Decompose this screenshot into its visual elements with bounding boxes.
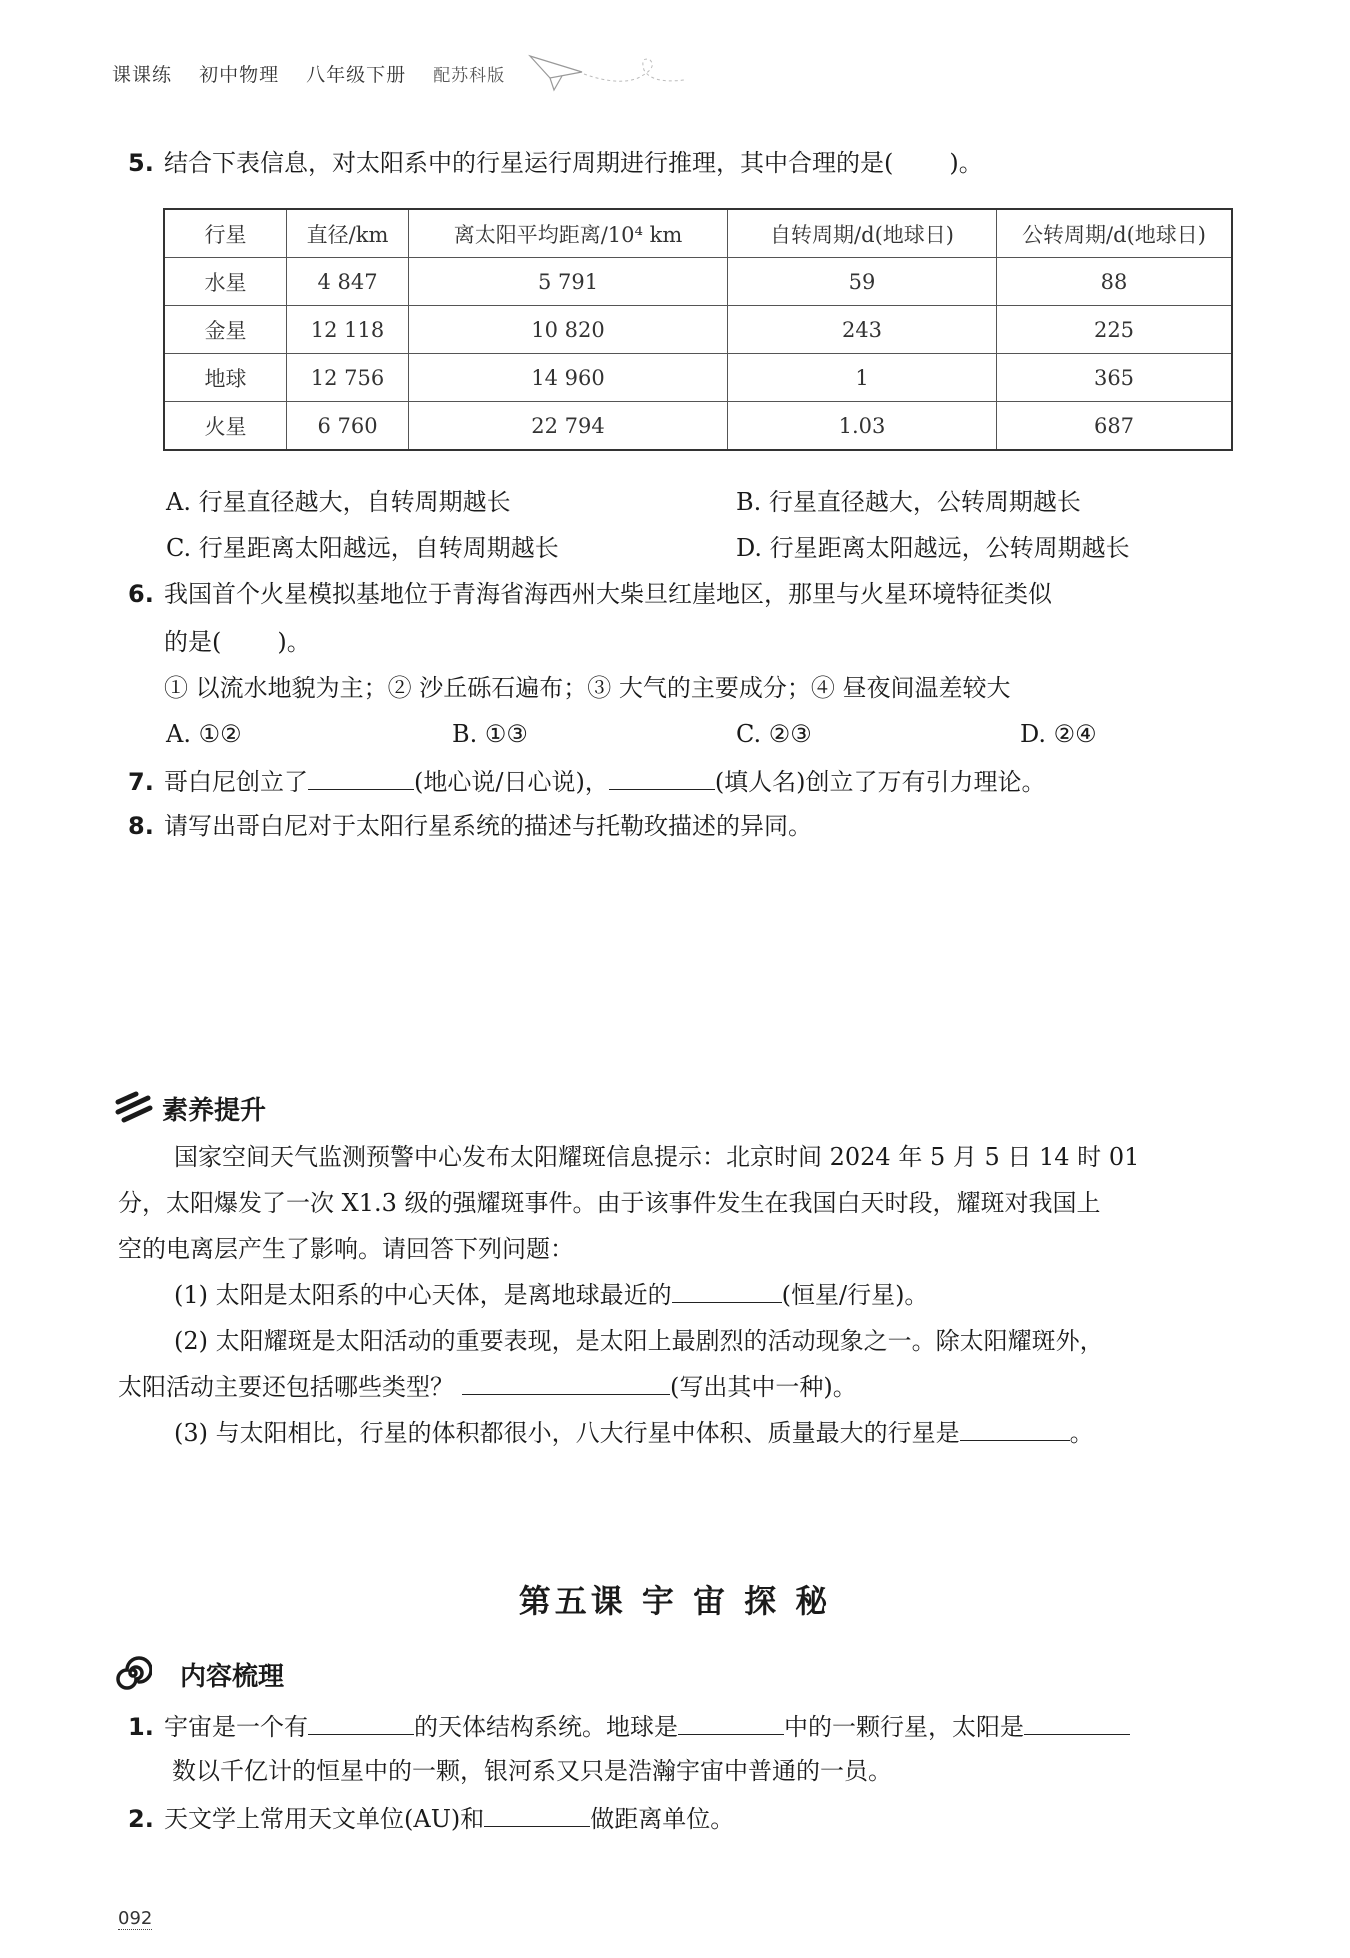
table-cell: 365	[997, 354, 1233, 402]
option-d[interactable]: D. ②④	[1020, 720, 1097, 748]
question-number: 8.	[128, 812, 154, 840]
question-text: 的是(	[164, 628, 222, 656]
table-cell: 火星	[164, 402, 287, 451]
content-item-2	[128, 1800, 734, 1836]
table-header: 离太阳平均距离/10⁴ km	[409, 209, 728, 258]
question-close: )。	[277, 628, 311, 656]
page-number: 092	[118, 1908, 153, 1929]
table-cell: 12 756	[287, 354, 409, 402]
table-cell: 12 118	[287, 306, 409, 354]
question-text: (恒星/行星)。	[781, 1281, 929, 1309]
question-text: 我国首个火星模拟基地位于青海省海西州大柴旦红崖地区，那里与火星环境特征类似	[164, 580, 1052, 608]
question-text: 做距离单位。	[590, 1805, 735, 1833]
sub-question-1	[118, 1272, 1238, 1318]
subject-name: 初中物理	[199, 64, 280, 86]
question-text: (填人名)创立了万有引力理论。	[714, 768, 1046, 796]
table-cell: 14 960	[409, 354, 728, 402]
answer-blank[interactable]	[960, 1414, 1070, 1441]
passage-line: 空的电离层产生了影响。请回答下列问题：	[118, 1235, 574, 1263]
answer-blank[interactable]	[678, 1708, 784, 1735]
double-stroke-icon	[114, 1090, 154, 1124]
table-cell: 88	[997, 258, 1233, 306]
suyang-passage	[118, 1134, 1238, 1456]
question-text: 天文学上常用天文单位(AU)和	[164, 1805, 485, 1833]
question-text: 请写出哥白尼对于太阳行星系统的描述与托勒玫描述的异同。	[164, 812, 812, 840]
grade-name: 八年级下册	[306, 64, 407, 86]
statement-list: ① 以流水地貌为主；② 沙丘砾石遍布；③ 大气的主要成分；④ 昼夜间温差较大	[164, 674, 1011, 702]
table-cell: 687	[997, 402, 1233, 451]
question-8	[128, 809, 812, 843]
table-row	[164, 306, 1232, 354]
option-a[interactable]: A. 行星直径越大，自转周期越长	[166, 488, 511, 516]
question-text: 中的一颗行星，太阳是	[784, 1713, 1024, 1741]
option-c[interactable]: C. 行星距离太阳越远，自转周期越长	[166, 534, 559, 562]
question-number: 5.	[128, 149, 154, 177]
table-cell: 4 847	[287, 258, 409, 306]
question-text: (3) 与太阳相比，行星的体积都很小，八大行星中体积、质量最大的行星是	[174, 1419, 960, 1447]
table-header-row	[164, 209, 1232, 258]
table-cell: 22 794	[409, 402, 728, 451]
section-title-neirong: 内容梳理	[180, 1662, 285, 1692]
question-6	[128, 577, 1052, 611]
question-text: (地心说/日心说)，	[414, 768, 609, 796]
spiral-icon	[114, 1654, 152, 1692]
table-cell: 6 760	[287, 402, 409, 451]
question-number: 2.	[128, 1805, 154, 1833]
series-name: 课课练	[112, 64, 173, 86]
option-d[interactable]: D. 行星距离太阳越远，公转周期越长	[736, 534, 1130, 562]
question-text: (1) 太阳是太阳系的中心天体，是离地球最近的	[174, 1281, 672, 1309]
answer-blank[interactable]	[462, 1368, 670, 1395]
table-header: 公转周期/d(地球日)	[997, 209, 1233, 258]
option-b[interactable]: B. ①③	[452, 720, 528, 748]
question-text: 结合下表信息，对太阳系中的行星运行周期进行推理，其中合理的是(	[164, 149, 894, 177]
question-text: 哥白尼创立了	[164, 768, 308, 796]
edition-name: 配苏科版	[433, 66, 506, 86]
table-cell: 1	[728, 354, 997, 402]
table-row	[164, 402, 1232, 451]
question-text: 的天体结构系统。地球是	[414, 1713, 678, 1741]
question-text: 宇宙是一个有	[164, 1713, 308, 1741]
table-header: 行星	[164, 209, 287, 258]
option-b[interactable]: B. 行星直径越大，公转周期越长	[736, 488, 1081, 516]
question-text: (写出其中一种)。	[670, 1373, 857, 1401]
answer-blank[interactable]	[308, 1708, 414, 1735]
table-cell: 10 820	[409, 306, 728, 354]
table-cell: 金星	[164, 306, 287, 354]
option-a[interactable]: A. ①②	[166, 720, 242, 748]
content-item-1	[128, 1708, 1130, 1744]
content-item-1-line2: 数以千亿计的恒星中的一颗，银河系又只是浩瀚宇宙中普通的一员。	[172, 1757, 892, 1785]
question-6-line2	[164, 625, 311, 659]
sub-question-2: (2) 太阳耀斑是太阳活动的重要表现，是太阳上最剧烈的活动现象之一。除太阳耀斑外，	[174, 1327, 1104, 1355]
table-cell: 5 791	[409, 258, 728, 306]
passage-line: 分，太阳爆发了一次 X1.3 级的强耀斑事件。由于该事件发生在我国白天时段，耀斑对我国上	[118, 1189, 1101, 1217]
answer-blank[interactable]	[609, 763, 715, 790]
table-row	[164, 354, 1232, 402]
table-header: 直径/km	[287, 209, 409, 258]
question-5	[128, 146, 983, 180]
answer-blank[interactable]	[308, 763, 414, 790]
table-cell: 59	[728, 258, 997, 306]
table-row	[164, 258, 1232, 306]
option-c[interactable]: C. ②③	[736, 720, 812, 748]
answer-blank[interactable]	[672, 1276, 782, 1303]
table-cell: 水星	[164, 258, 287, 306]
sub-question-3	[118, 1410, 1238, 1456]
lesson-title: 第五课 宇 宙 探 秘	[518, 1582, 832, 1620]
table-cell: 1.03	[728, 402, 997, 451]
table-cell: 225	[997, 306, 1233, 354]
passage-line: 国家空间天气监测预警中心发布太阳耀斑信息提示：北京时间 2024 年 5 月 5 日 14 时 01	[174, 1143, 1140, 1171]
table-cell: 地球	[164, 354, 287, 402]
question-number: 7.	[128, 768, 154, 796]
answer-blank[interactable]	[484, 1800, 590, 1827]
question-number: 6.	[128, 580, 154, 608]
table-cell: 243	[728, 306, 997, 354]
question-number: 1.	[128, 1713, 154, 1741]
section-title-suyang: 素养提升	[162, 1096, 267, 1126]
page-header	[112, 60, 525, 87]
question-text: 太阳活动主要还包括哪些类型？	[118, 1373, 454, 1401]
answer-blank[interactable]	[1024, 1708, 1130, 1735]
question-7	[128, 763, 1046, 799]
question-text: 。	[1069, 1419, 1094, 1447]
question-close: )。	[949, 149, 983, 177]
planet-table	[163, 208, 1233, 451]
table-header: 自转周期/d(地球日)	[728, 209, 997, 258]
sub-question-2-line2	[118, 1364, 1238, 1410]
paper-plane-icon	[528, 50, 688, 100]
